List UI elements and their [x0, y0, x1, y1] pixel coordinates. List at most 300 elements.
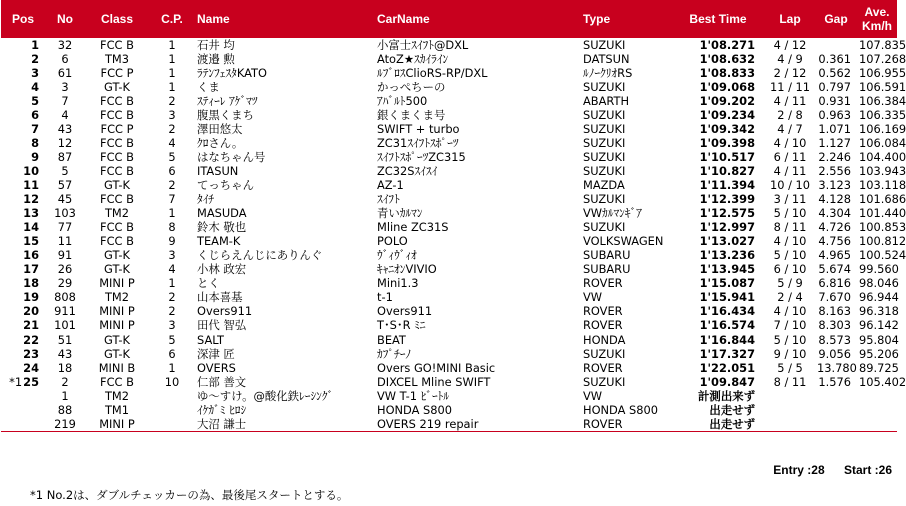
cell-ave-speed: 95.206 [859, 346, 899, 361]
cell-ave-speed: 106.169 [859, 121, 906, 136]
cell-lap: 4 / 10 [773, 234, 807, 249]
cell-gap: 13.780 [817, 360, 857, 375]
table-row [1, 305, 897, 319]
cell-name: ﾀｲﾁ [197, 192, 215, 207]
table-row [1, 136, 897, 150]
cell-class: GT-K [104, 262, 130, 277]
table-row [1, 277, 897, 291]
cell-car: 小富士ｽｲﾌﾄ@DXL [377, 37, 469, 52]
cell-ave-speed [857, 389, 897, 403]
table-row [1, 235, 897, 249]
cell-lap: 5 / 10 [773, 248, 807, 263]
cell-no: 3 [61, 79, 69, 94]
cell-name: 腹黒くまち [197, 107, 254, 122]
cell-class: GT-K [104, 346, 130, 361]
entry-summary [757, 463, 892, 477]
cell-car: かっぺちーの [377, 79, 446, 94]
cell-lap: 9 / 10 [773, 346, 807, 361]
position-value: 12 [23, 192, 39, 207]
cell-gap: 7.670 [818, 290, 851, 305]
cell-no: 5 [61, 163, 69, 178]
table-header [1, 0, 897, 38]
cell-best-time: 1'13.945 [699, 262, 755, 277]
cell-ave-speed: 96.944 [859, 290, 899, 305]
cell-no: 91 [57, 248, 73, 263]
cell-name: 鈴木 敬也 [197, 220, 247, 235]
cell-cp: 6 [168, 163, 176, 178]
cell-gap [815, 417, 857, 432]
cell-car: DIXCEL Mline SWIFT [377, 374, 491, 389]
header-ave-line1: Ave. [864, 5, 890, 19]
cell-pos [1, 94, 45, 108]
cell-best-time: 1'16.434 [699, 304, 755, 319]
cell-class: FCC B [100, 374, 134, 389]
cell-cp: 6 [168, 346, 176, 361]
cell-lap: 8 / 11 [773, 220, 807, 235]
cell-name: くま [197, 79, 220, 94]
cell-car: ｽｲﾌﾄｽﾎﾟｰﾂZC315 [377, 149, 466, 164]
position-value: 7 [31, 121, 39, 136]
table-row [1, 108, 897, 122]
cell-gap: 0.931 [818, 93, 851, 108]
table-row [1, 178, 897, 192]
cell-gap: 1.576 [818, 374, 851, 389]
cell-lap: 5 / 9 [777, 276, 803, 291]
cell-lap: 10 / 10 [769, 177, 811, 192]
cell-gap: 4.726 [818, 220, 851, 235]
position-value: 13 [23, 206, 39, 221]
cell-gap: 2.556 [818, 163, 851, 178]
cell-cp: 2 [168, 93, 176, 108]
cell-gap [815, 38, 857, 52]
cell-lap: 5 / 10 [773, 206, 807, 221]
cell-name: ゆ～すけ。@酸化鉄ﾚｰｼﾝｸﾞ [197, 388, 334, 403]
header-gap: Gap [815, 0, 857, 38]
header-class: Class [85, 0, 149, 38]
cell-best-time: 1'08.271 [699, 37, 755, 52]
cell-ave-speed: 98.046 [859, 276, 899, 291]
table-row [1, 164, 897, 178]
cell-cp: 1 [168, 206, 176, 221]
cell-best-time: 1'15.087 [699, 276, 755, 291]
cell-class: FCC B [100, 93, 134, 108]
cell-no: 6 [61, 51, 69, 66]
cell-cp: 1 [168, 37, 176, 52]
cell-ave-speed: 107.268 [859, 51, 906, 66]
position-value: 21 [23, 318, 39, 333]
cell-lap: 2 / 12 [773, 65, 807, 80]
cell-class: MINI B [98, 360, 136, 375]
cell-gap: 4.756 [818, 234, 851, 249]
cell-class: FCC B [100, 37, 134, 52]
cell-name: MASUDA [197, 206, 247, 221]
cell-name: とく [197, 276, 220, 291]
cell-cp: 4 [168, 262, 176, 277]
cell-pos [1, 249, 45, 263]
cell-ave-speed: 103.118 [859, 177, 906, 192]
cell-ave-speed: 100.853 [859, 220, 906, 235]
cell-gap: 4.304 [818, 206, 851, 221]
position-value: 18 [23, 276, 39, 291]
cell-type: ﾙﾉｰｸﾘｵRS [583, 65, 633, 80]
position-value: 15 [23, 234, 39, 249]
cell-name: 大沼 謙士 [195, 417, 375, 432]
cell-no: 77 [57, 220, 73, 235]
cell-no: 29 [57, 276, 73, 291]
cell-best-time: 1'08.632 [699, 51, 755, 66]
cell-cp: 5 [168, 149, 176, 164]
cell-pos [1, 193, 45, 207]
table-row [1, 150, 897, 164]
cell-class: MINI P [99, 276, 135, 291]
cell-car: Mini1.3 [377, 276, 419, 291]
cell-best-time: 1'09.234 [699, 107, 755, 122]
cell-class: MINI P [99, 318, 135, 333]
start-count: Start :26 [843, 463, 892, 477]
cell-class: FCC P [100, 65, 134, 80]
cell-name: SALT [197, 332, 224, 347]
cell-name: OVERS [197, 360, 236, 375]
cell-type: SUZUKI [583, 346, 626, 361]
cell-type: ROVER [583, 304, 623, 319]
cell-no: 103 [54, 206, 76, 221]
cell-pos [1, 122, 45, 136]
cell-best-time: 1'22.051 [699, 360, 755, 375]
cell-lap: 4 / 11 [773, 93, 807, 108]
entry-count: Entry :28 [773, 463, 825, 477]
cell-car: 銀くまくま号 [377, 107, 446, 122]
cell-ave-speed: 103.943 [859, 163, 906, 178]
position-value: 20 [23, 304, 39, 319]
table-row [1, 333, 897, 347]
cell-best-time: 1'09.398 [699, 135, 755, 150]
position-value: 2 [31, 51, 39, 66]
table-row [1, 207, 897, 221]
cell-type: MAZDA [583, 177, 625, 192]
cell-gap: 0.361 [818, 51, 851, 66]
position-value: 3 [31, 65, 39, 80]
cell-no: 43 [57, 121, 73, 136]
position-value: 24 [23, 360, 39, 375]
table-row [1, 375, 897, 389]
header-type: Type [581, 0, 671, 38]
cell-best-time: 1'13.027 [699, 234, 755, 249]
cell-ave-speed: 96.142 [859, 318, 899, 333]
cell-pos [1, 277, 45, 291]
cell-no: 88 [57, 402, 73, 417]
table-row [1, 66, 897, 80]
cell-pos [1, 108, 45, 122]
cell-name: 小林 政宏 [197, 262, 247, 277]
table-row [1, 403, 897, 417]
cell-car: ｱﾊﾞﾙﾄ500 [377, 93, 428, 108]
cell-class: FCC P [100, 121, 134, 136]
cell-best-time: 1'11.394 [699, 177, 755, 192]
cell-no: 45 [57, 192, 73, 207]
cell-class: TM2 [104, 388, 130, 403]
cell-best-time: 1'16.844 [699, 332, 755, 347]
cell-ave-speed: 96.318 [859, 304, 899, 319]
position-value: 1 [31, 37, 39, 52]
cell-type: SUZUKI [583, 220, 626, 235]
cell-lap: 4 / 12 [773, 37, 807, 52]
table-body [1, 37, 906, 432]
cell-car: POLO [377, 234, 408, 249]
cell-type: SUZUKI [583, 163, 626, 178]
cell-cp: 1 [168, 79, 176, 94]
cell-cp: 5 [168, 332, 176, 347]
header-cp: C.P. [149, 0, 195, 38]
cell-pos [1, 263, 45, 277]
cell-best-time: 1'16.574 [699, 318, 755, 333]
cell-pos [1, 417, 45, 432]
cell-lap [765, 417, 815, 432]
cell-class: FCC B [100, 163, 134, 178]
cell-cp: 2 [168, 290, 176, 305]
cell-best-time: 出走せず [671, 417, 765, 432]
table-row [1, 389, 897, 403]
cell-best-time: 1'12.997 [699, 220, 755, 235]
table-row [1, 94, 897, 108]
cell-best-time: 1'17.327 [699, 346, 755, 361]
cell-no: 26 [57, 262, 73, 277]
cell-lap: 6 / 11 [773, 149, 807, 164]
cell-pos [1, 333, 45, 347]
cell-type: VW [583, 388, 603, 403]
cell-pos [1, 136, 45, 150]
table-row [1, 249, 897, 263]
table-row [1, 52, 897, 66]
cell-cp: 9 [168, 234, 176, 249]
cell-pos [1, 235, 45, 249]
cell-type: SUBARU [583, 248, 631, 263]
cell-lap [765, 403, 815, 417]
cell-ave-speed: 106.384 [859, 93, 906, 108]
cell-class: TM2 [104, 206, 130, 221]
cell-lap: 4 / 10 [773, 304, 807, 319]
cell-class: TM1 [104, 402, 130, 417]
cell-class: GT-K [104, 332, 130, 347]
cell-class: FCC B [100, 220, 134, 235]
cell-car: T･S･R ﾐﾆ [377, 318, 426, 333]
cell-best-time: 1'10.827 [699, 163, 755, 178]
cell-pos [1, 403, 45, 417]
cell-lap: 2 / 4 [777, 290, 803, 305]
cell-ave-speed [857, 417, 897, 432]
cell-class: FCC B [100, 192, 134, 207]
position-value: 14 [23, 220, 39, 235]
cell-pos [1, 347, 45, 361]
cell-gap: 8.303 [818, 318, 851, 333]
cell-cp: 1 [168, 276, 176, 291]
cell-ave-speed: 100.524 [859, 248, 906, 263]
cell-gap: 0.797 [818, 79, 851, 94]
cell-gap: 6.816 [818, 276, 851, 291]
cell-class: FCC B [100, 107, 134, 122]
position-value: 5 [31, 93, 39, 108]
cell-class: MINI P [85, 417, 149, 432]
table-row [1, 417, 897, 432]
cell-best-time: 計測出来ず [698, 388, 755, 403]
cell-cp: 3 [168, 318, 176, 333]
table-row [1, 347, 897, 361]
cell-name: 深津 匠 [197, 346, 235, 361]
cell-cp: 4 [168, 135, 176, 150]
cell-pos [1, 150, 45, 164]
cell-lap: 8 / 11 [773, 374, 807, 389]
cell-car: OVERS 219 repair [375, 417, 581, 432]
cell-gap: 4.965 [818, 248, 851, 263]
cell-type: ROVER [583, 318, 623, 333]
cell-best-time: 1'12.575 [699, 206, 755, 221]
cell-type: ROVER [583, 276, 623, 291]
cell-car: HONDA S800 [377, 402, 453, 417]
cell-no: 51 [57, 332, 73, 347]
cell-cp: 1 [168, 65, 176, 80]
cell-cp [149, 403, 195, 417]
cell-car: Overs GO!MINI Basic [377, 360, 496, 375]
cell-car: ｳﾞｨｳﾞｨｵ [377, 248, 417, 263]
cell-type: VWｶﾙﾏﾝｷﾞｱ [583, 206, 642, 221]
cell-cp: 1 [168, 360, 176, 375]
cell-no: 219 [45, 417, 85, 432]
cell-type: ABARTH [583, 93, 630, 108]
cell-cp: 3 [168, 248, 176, 263]
cell-best-time: 1'09.847 [699, 374, 755, 389]
cell-car: 青いｶﾙﾏﾝ [377, 206, 423, 221]
cell-type: VW [583, 290, 603, 305]
cell-no: 87 [57, 149, 73, 164]
note-marker: *1 [9, 374, 23, 389]
table-row [1, 221, 897, 235]
cell-car: SWIFT + turbo [377, 121, 460, 136]
table-row [1, 319, 897, 333]
cell-ave-speed: 101.440 [859, 206, 906, 221]
cell-class: FCC B [100, 234, 134, 249]
cell-ave-speed: 107.835 [859, 37, 906, 52]
cell-gap: 8.163 [818, 304, 851, 319]
cell-no: 101 [54, 318, 76, 333]
cell-lap: 4 / 10 [773, 135, 807, 150]
cell-lap: 2 / 8 [777, 107, 803, 122]
cell-type: SUZUKI [583, 149, 626, 164]
header-ave [857, 0, 897, 38]
cell-cp [149, 417, 195, 432]
cell-name: 田代 智弘 [197, 318, 247, 333]
cell-type: HONDA S800 [583, 402, 659, 417]
cell-car: AtoZ★ｽｶｲﾗｲﾝ [377, 51, 449, 66]
cell-type: SUZUKI [583, 192, 626, 207]
cell-pos [1, 80, 45, 94]
cell-gap: 3.123 [818, 177, 851, 192]
cell-car: ｷｬﾆｵﾝVIVIO [377, 262, 437, 277]
position-value: 9 [31, 149, 39, 164]
position-value: 19 [23, 290, 39, 305]
cell-no: 61 [57, 65, 73, 80]
table-row [1, 361, 897, 375]
cell-lap: 4 / 11 [773, 163, 807, 178]
header-pos: Pos [1, 0, 45, 38]
cell-car: Mline ZC31S [377, 220, 449, 235]
cell-type: SUZUKI [583, 374, 626, 389]
cell-type: SUBARU [583, 262, 631, 277]
cell-no: 911 [54, 304, 76, 319]
cell-best-time: 1'09.068 [699, 79, 755, 94]
cell-lap: 7 / 10 [773, 318, 807, 333]
cell-best-time: 1'09.342 [699, 121, 755, 136]
cell-type: HONDA [583, 332, 626, 347]
cell-cp: 8 [168, 220, 176, 235]
cell-class: FCC B [100, 149, 134, 164]
cell-pos [1, 178, 45, 192]
cell-class: FCC B [100, 135, 134, 150]
cell-best-time: 1'10.517 [699, 149, 755, 164]
footnote: *1 No.2は、ダブルチェッカーの為、最後尾スタートとする。 [30, 488, 349, 502]
cell-type: SUZUKI [583, 121, 626, 136]
cell-name: ｸﾛさん。 [197, 135, 244, 150]
cell-best-time: 出走せず [709, 402, 755, 417]
cell-ave-speed: 105.402 [859, 374, 906, 389]
cell-type: SUZUKI [583, 107, 626, 122]
cell-lap: 6 / 10 [773, 262, 807, 277]
cell-pos [1, 52, 45, 66]
cell-cp: 3 [168, 107, 176, 122]
position-value: 16 [23, 248, 39, 263]
cell-no: 7 [61, 93, 69, 108]
cell-cp: 2 [168, 177, 176, 192]
cell-pos [1, 207, 45, 221]
cell-pos [1, 291, 45, 305]
cell-car: t-1 [377, 290, 393, 305]
cell-name: 澤田悠太 [197, 121, 243, 136]
cell-ave-speed: 99.560 [859, 262, 899, 277]
cell-type: SUZUKI [583, 37, 626, 52]
cell-pos [1, 66, 45, 80]
cell-class: GT-K [104, 248, 130, 263]
cell-ave-speed: 106.591 [859, 79, 906, 94]
header-no: No [45, 0, 85, 38]
cell-ave-speed: 106.335 [859, 107, 906, 122]
cell-ave-speed: 101.686 [859, 192, 906, 207]
cell-name: TEAM-K [197, 234, 241, 249]
position-value: 23 [23, 346, 39, 361]
cell-lap: 5 / 5 [777, 360, 803, 375]
cell-pos [1, 319, 45, 333]
cell-type: ROVER [583, 360, 623, 375]
cell-name: ｽﾃｨｰﾚ ｱｹﾞﾏﾂ [197, 93, 258, 108]
cell-car: ZC32Sｽｲｽｲ [377, 163, 438, 178]
cell-name: てっちゃん [197, 177, 254, 192]
cell-name: ITASUN [197, 163, 239, 178]
cell-ave-speed: 104.400 [859, 149, 906, 164]
cell-car: ｶﾌﾟﾁｰﾉ [377, 346, 412, 361]
cell-name: はなちゃん号 [197, 149, 266, 164]
cell-gap: 9.056 [818, 346, 851, 361]
cell-class: MINI P [99, 304, 135, 319]
position-value: 6 [31, 107, 39, 122]
table-row [1, 263, 897, 277]
cell-no: 32 [57, 37, 73, 52]
cell-cp: 2 [168, 121, 176, 136]
cell-lap: 11 / 11 [769, 79, 811, 94]
cell-ave-speed: 106.955 [859, 65, 906, 80]
cell-cp: 10 [164, 374, 180, 389]
cell-cp: 7 [168, 192, 176, 207]
header-name: Name [195, 0, 375, 38]
position-value: 22 [23, 332, 39, 347]
results-table [1, 0, 906, 432]
cell-class: GT-K [104, 79, 130, 94]
